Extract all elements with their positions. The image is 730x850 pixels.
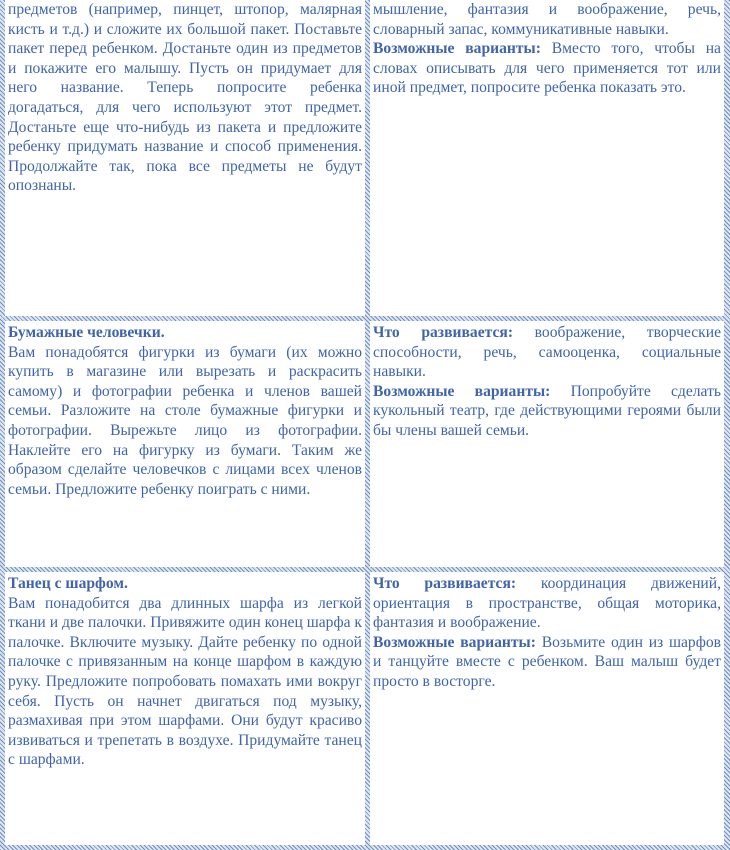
variants-description: Попробуйте сделать кукольный театр, где действующими героями были бы члены вашей семьи. [373, 382, 722, 439]
activity-title: Танец с шарфом. [8, 575, 128, 592]
activity-description-cell [5, 572, 365, 845]
variants-text [373, 382, 721, 441]
activity-description: предметов (например, пинцет, штопор, малярная кисть и т.д.) и сложите их большой пакет. Поставьте пакет перед ребенком. Достаньте один из предметов и покажите его малышу. Пусть он придумает для него название. Теперь попросите ребенка догадаться, для чего используют этот предмет. Достаньте еще что-нибудь из пакета и предложите ребенку придумать название и способ применения. Продолжайте так, пока все предметы не будут опознаны. [8, 1, 362, 195]
activity-title: Бумажные человечки. [8, 324, 165, 341]
activity-benefits-cell [370, 321, 724, 567]
activity-benefits-cell [370, 572, 724, 845]
activity-benefits-cell [370, 0, 724, 316]
activity-description-cell [5, 321, 365, 567]
develops-text [373, 0, 721, 39]
activity-description: Вам понадобятся фигурки из бумаги (их можно купить в магазине или вырезать и раскрасить самому) и фотографии ребенка и членов вашей семьи. Разложите на столе бумажные фигурки и фотографии. Вырежьте лицо из фотографии. Наклейте его на фигурку из бумаги. Таким же образом сделайте человечков с лицами всех членов семьи. Предложите ребенку поиграть с ними. [8, 343, 362, 498]
variants-description: Возьмите один из шарфов и танцуйте вместе с ребенком. Ваш малыш будет просто в восторге. [373, 633, 721, 690]
activity-description: Вам понадобится два длинных шарфа из легкой ткани и две палочки. Привяжите один конец шарфа к палочке. Включите музыку. Дайте ребенку по одной палочке с привязанным на конце шарфом в каждую руку. Предложите попробовать помахать ими вокруг себя. Пусть он начнет двигаться под музыку, размахивая при этом шарфами. Они будут красиво извиваться и трепетать в воздухе. Придумайте танец с шарфами. [8, 594, 362, 769]
develops-label: Что развивается: [373, 575, 517, 592]
develops-label: Что развивается: [373, 324, 514, 341]
variants-text [373, 39, 721, 98]
develops-description: воображение, творческие способности, речь, самооценка, социальные навыки. [373, 324, 721, 381]
variants-text [373, 633, 721, 692]
develops-description: мышление, фантазия и воображение, речь, словарный запас, коммуникативные навыки. [373, 1, 721, 38]
variants-label: Возможные варианты: [373, 40, 541, 58]
activity-description-cell [5, 0, 365, 316]
variants-label: Возможные варианты: [373, 633, 536, 651]
develops-description: координация движений, ориентация в пространстве, общая моторика, фантазия и воображение. [373, 575, 722, 632]
develops-text [373, 323, 721, 382]
develops-text [373, 574, 721, 633]
variants-label: Возможные варианты: [373, 382, 551, 400]
variants-description: Вместо того, чтобы на словах описывать для чего применяется тот или иной предмет, попросите ребенка показать это. [373, 40, 721, 97]
